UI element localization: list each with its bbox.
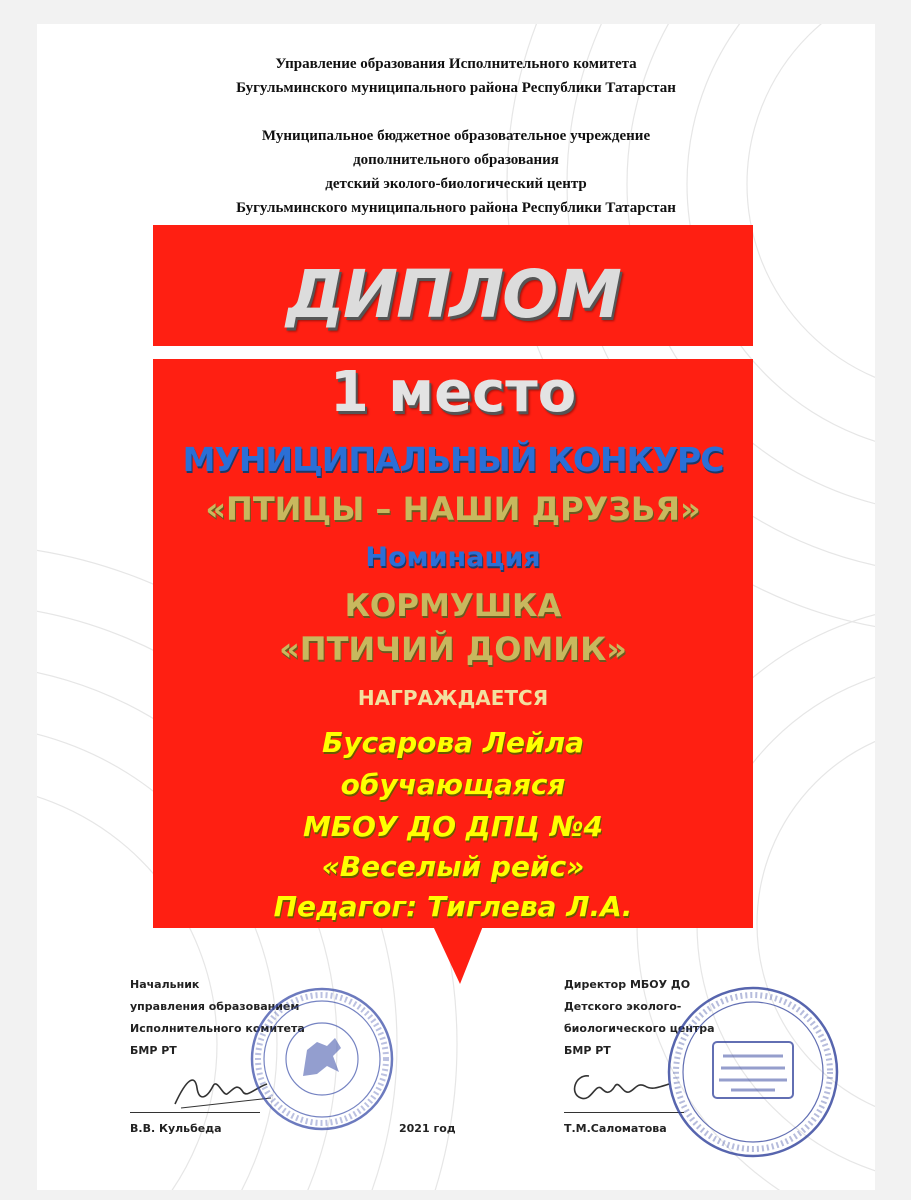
header-org-line-2: Бугульминского муниципального района Республики Татарстан	[236, 80, 676, 96]
nomination-line-1: КОРМУШКА	[344, 588, 562, 624]
diploma-title: ДИПЛОМ	[286, 256, 620, 333]
left-sign-line-3: Исполнительного комитета	[130, 1022, 305, 1035]
left-sign-line-1: Начальник	[130, 978, 200, 991]
left-signature-rule	[130, 1112, 260, 1113]
left-sign-line-2: управления образованием	[130, 1000, 300, 1013]
right-sign-line-2: Детского эколого-	[564, 1000, 682, 1013]
teacher-name: Педагог: Тиглева Л.А.	[273, 890, 633, 923]
contest-label: МУНИЦИПАЛЬНЫЙ КОНКУРС	[182, 440, 724, 479]
left-sign-line-4: БМР РТ	[130, 1044, 177, 1057]
recipient-school: МБОУ ДО ДПЦ №4	[302, 810, 604, 843]
recipient-name: Бусарова Лейла	[322, 726, 584, 759]
contest-name: «ПТИЦЫ – НАШИ ДРУЗЬЯ»	[205, 490, 701, 528]
right-sign-line-1: Директор МБОУ ДО	[564, 978, 691, 991]
award-panel-pointer	[433, 926, 483, 984]
nomination-label: Номинация	[365, 542, 541, 573]
place-title: 1 место	[329, 360, 577, 425]
header-inst-line-3: детский эколого-биологический центр	[325, 176, 587, 192]
right-sign-line-3: биологического центра	[564, 1022, 715, 1035]
recipient-role: обучающаяся	[340, 768, 566, 801]
nomination-line-2: «ПТИЧИЙ ДОМИК»	[279, 630, 627, 668]
header-inst-line-2: дополнительного образования	[353, 152, 559, 168]
header-inst-line-4: Бугульминского муниципального района Республики Татарстан	[236, 200, 676, 216]
right-signer-name: Т.М.Саломатова	[564, 1122, 667, 1135]
right-signature-scribble	[565, 1064, 675, 1110]
right-official-seal	[665, 984, 841, 1160]
awarded-label: НАГРАЖДАЕТСЯ	[357, 686, 549, 710]
left-signer-name: В.В. Кульбеда	[130, 1122, 222, 1135]
recipient-group: «Веселый рейс»	[321, 850, 585, 883]
left-official-seal	[247, 984, 397, 1134]
right-sign-line-4: БМР РТ	[564, 1044, 611, 1057]
header-org-line-1: Управление образования Исполнительного комитета	[275, 56, 637, 72]
header-inst-line-1: Муниципальное бюджетное образовательное учреждение	[261, 128, 651, 144]
signature-year: 2021 год	[399, 1122, 456, 1135]
diploma-sheet	[37, 24, 875, 1190]
